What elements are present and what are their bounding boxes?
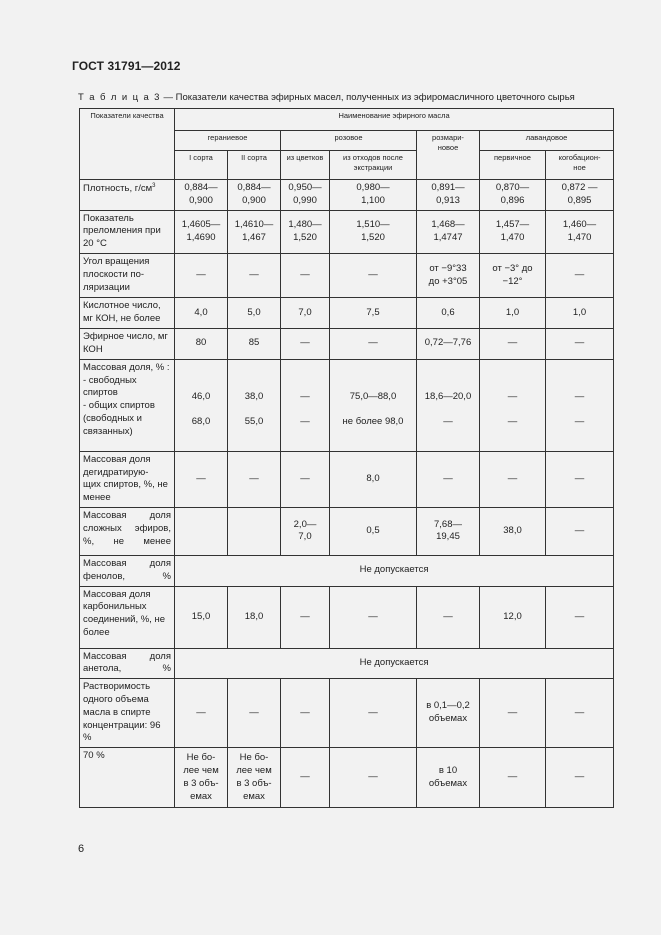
value-cell: 1,4610— 1,467 xyxy=(228,210,281,253)
value-cell: 0,884— 0,900 xyxy=(228,180,281,211)
value-total-alcohols: — xyxy=(574,416,585,428)
value-cell: — xyxy=(546,329,614,360)
table-row xyxy=(80,679,614,748)
value-cell xyxy=(228,359,281,451)
row-indicator-name xyxy=(80,451,175,507)
table-row xyxy=(80,451,614,507)
table-row xyxy=(80,210,614,253)
row-indicator-name xyxy=(80,298,175,329)
value-cell xyxy=(175,359,228,451)
indicator-text: Массовая доля карбонильных соединений, %, не более xyxy=(83,588,165,638)
header-oil-name: Наименование эфирного масла xyxy=(175,109,614,131)
table-row xyxy=(80,298,614,329)
value-cell: — xyxy=(281,254,330,298)
table-row xyxy=(80,555,614,586)
value-cell: — xyxy=(228,451,281,507)
value-cell: 1,510— 1,520 xyxy=(330,210,417,253)
unit-superscript: 3 xyxy=(152,183,156,189)
table-row xyxy=(80,507,614,555)
value-cell: 0,6 xyxy=(417,298,480,329)
value-cell xyxy=(330,359,417,451)
value-cell xyxy=(480,359,546,451)
value-cell: — xyxy=(281,586,330,648)
row-indicator-name xyxy=(80,586,175,648)
row-indicator-name xyxy=(80,679,175,748)
value-cell: 5,0 xyxy=(228,298,281,329)
row-indicator-name xyxy=(80,359,175,451)
indicator-sub-free: - свободных спиртов xyxy=(83,374,137,399)
value-free-alcohols: 46,0 xyxy=(191,391,211,403)
indicator-title: Массовая доля, % : xyxy=(83,361,170,373)
value-cell xyxy=(417,359,480,451)
table-row xyxy=(80,329,614,360)
value-free-alcohols: — xyxy=(574,391,585,403)
value-cell: — xyxy=(546,748,614,808)
value-cell: 18,0 xyxy=(228,586,281,648)
merged-value-cell: Не допускается xyxy=(175,555,614,586)
indicator-text: Массовая доля сложных эфиров, %, не менее xyxy=(83,509,171,547)
value-cell: 1,457— 1,470 xyxy=(480,210,546,253)
value-cell: 0,72—7,76 xyxy=(417,329,480,360)
value-cell: 0,980— 1,100 xyxy=(330,180,417,211)
value-cell: 1,0 xyxy=(480,298,546,329)
value-cell: — xyxy=(330,748,417,808)
value-cell: от −3° до −12° xyxy=(480,254,546,298)
value-cell: — xyxy=(417,586,480,648)
header-from-waste: из отходов после экстракции xyxy=(330,151,417,180)
row-indicator-name xyxy=(80,507,175,555)
value-cell: 4,0 xyxy=(175,298,228,329)
header-grade-2: II сорта xyxy=(228,151,281,180)
value-cell: — xyxy=(330,679,417,748)
indicator-sub-total: - общих спиртов (свободных и связанных) xyxy=(83,400,155,437)
value-cell: — xyxy=(228,254,281,298)
indicator-text: Угол вращения плоскости по- ляризации xyxy=(83,256,150,293)
value-cell: 38,0 xyxy=(480,507,546,555)
value-cell: — xyxy=(330,586,417,648)
value-cell: 15,0 xyxy=(175,586,228,648)
value-cell: — xyxy=(546,679,614,748)
value-cell: — xyxy=(546,254,614,298)
row-indicator-name xyxy=(80,648,175,679)
indicator-text: Массовая доля анетола, % xyxy=(83,650,171,675)
value-cell: 2,0— 7,0 xyxy=(281,507,330,555)
value-cell: — xyxy=(281,748,330,808)
indicator-text: Массовая доля фенолов, % xyxy=(83,557,171,582)
table-row xyxy=(80,586,614,648)
value-cell: — xyxy=(480,329,546,360)
value-free-alcohols: — xyxy=(300,391,310,403)
value-cell: — xyxy=(546,507,614,555)
table-caption xyxy=(78,92,575,103)
value-cell: — xyxy=(175,254,228,298)
indicator-text: Кислотное число, мг КОН, не более xyxy=(83,300,161,324)
value-cell: 1,480— 1,520 xyxy=(281,210,330,253)
value-cell: 0,884— 0,900 xyxy=(175,180,228,211)
header-cohobation: когобацион- ное xyxy=(546,151,614,180)
caption-label: Т а б л и ц а 3 xyxy=(78,92,161,103)
value-cell: 0,891— 0,913 xyxy=(417,180,480,211)
value-cell: — xyxy=(417,451,480,507)
value-cell: — xyxy=(175,679,228,748)
value-cell: — xyxy=(480,451,546,507)
value-cell: в 10 объемах xyxy=(417,748,480,808)
row-indicator-name xyxy=(80,555,175,586)
value-cell: 1,460— 1,470 xyxy=(546,210,614,253)
table-row xyxy=(80,359,614,451)
value-cell: 0,5 xyxy=(330,507,417,555)
header-geranium: гераниевое xyxy=(175,131,281,151)
header-indicator: Показатели качества xyxy=(80,109,175,180)
value-cell: 12,0 xyxy=(480,586,546,648)
indicator-text: 70 % xyxy=(83,750,105,762)
row-indicator-name xyxy=(80,329,175,360)
value-cell: в 0,1—0,2 объемах xyxy=(417,679,480,748)
value-free-alcohols: 75,0—88,0 xyxy=(349,391,397,403)
indicator-text: Эфирное число, мг КОН xyxy=(83,331,168,355)
header-primary: первичное xyxy=(480,151,546,180)
caption-text: — Показатели качества эфирных масел, полученных из эфиромасличного цветочного сырья xyxy=(160,92,575,103)
value-cell: — xyxy=(281,679,330,748)
value-cell: 7,5 xyxy=(330,298,417,329)
value-total-alcohols: 68,0 xyxy=(191,416,211,428)
value-free-alcohols: 18,6—20,0 xyxy=(424,391,472,403)
value-free-alcohols: 38,0 xyxy=(244,391,264,403)
indicator-text: Массовая доля дегидратирую- щих спиртов, %, не менее xyxy=(83,453,168,504)
value-cell xyxy=(546,359,614,451)
value-cell: — xyxy=(546,451,614,507)
value-cell: 0,870— 0,896 xyxy=(480,180,546,211)
value-total-alcohols: — xyxy=(443,416,453,428)
value-total-alcohols: — xyxy=(507,416,518,428)
indicator-text: Показатель преломления при 20 °С xyxy=(83,212,161,250)
value-cell: — xyxy=(480,748,546,808)
table-row xyxy=(80,648,614,679)
value-cell: 7,0 xyxy=(281,298,330,329)
value-cell xyxy=(281,359,330,451)
row-indicator-name xyxy=(80,748,175,808)
table-row xyxy=(80,180,614,211)
quality-table xyxy=(79,108,614,808)
header-rose: розовое xyxy=(281,131,417,151)
value-cell: 0,872 — 0,895 xyxy=(546,180,614,211)
value-free-alcohols: — xyxy=(507,391,518,403)
value-cell: Не бо- лее чем в 3 объ- емах xyxy=(175,748,228,808)
header-lavender: лавандовое xyxy=(480,131,614,151)
row-indicator-name xyxy=(80,210,175,253)
value-cell: — xyxy=(330,329,417,360)
table-row xyxy=(80,748,614,808)
value-cell xyxy=(228,507,281,555)
value-cell: 85 xyxy=(228,329,281,360)
value-cell: 0,950— 0,990 xyxy=(281,180,330,211)
indicator-text: Плотность, г/см xyxy=(83,183,153,195)
merged-value-cell: Не допускается xyxy=(175,648,614,679)
value-cell: — xyxy=(480,679,546,748)
value-cell: 8,0 xyxy=(330,451,417,507)
value-cell: — xyxy=(228,679,281,748)
value-cell: — xyxy=(281,451,330,507)
header-from-flowers: из цветков xyxy=(281,151,330,180)
value-total-alcohols: — xyxy=(300,416,310,428)
value-cell: 1,468— 1,4747 xyxy=(417,210,480,253)
indicator-text: Растворимость одного объема масла в спирте концентрации: 96 % xyxy=(83,681,161,744)
value-cell xyxy=(175,507,228,555)
row-indicator-name xyxy=(80,180,175,211)
value-cell: — xyxy=(281,329,330,360)
value-cell: 80 xyxy=(175,329,228,360)
value-cell: — xyxy=(546,586,614,648)
value-total-alcohols: 55,0 xyxy=(244,416,264,428)
value-total-alcohols: не более 98,0 xyxy=(342,416,404,428)
value-cell: 1,4605— 1,4690 xyxy=(175,210,228,253)
value-cell: — xyxy=(175,451,228,507)
value-cell: Не бо- лее чем в 3 объ- емах xyxy=(228,748,281,808)
document-header: ГОСТ 31791—2012 xyxy=(72,59,181,73)
table-row xyxy=(80,254,614,298)
value-cell: от −9°33 до +3°05 xyxy=(417,254,480,298)
header-grade-1: I сорта xyxy=(175,151,228,180)
page-number: 6 xyxy=(78,843,85,855)
row-indicator-name xyxy=(80,254,175,298)
header-rosemary: розмари- новое xyxy=(417,131,480,180)
value-cell: — xyxy=(330,254,417,298)
value-cell: 1,0 xyxy=(546,298,614,329)
value-cell: 7,68— 19,45 xyxy=(417,507,480,555)
